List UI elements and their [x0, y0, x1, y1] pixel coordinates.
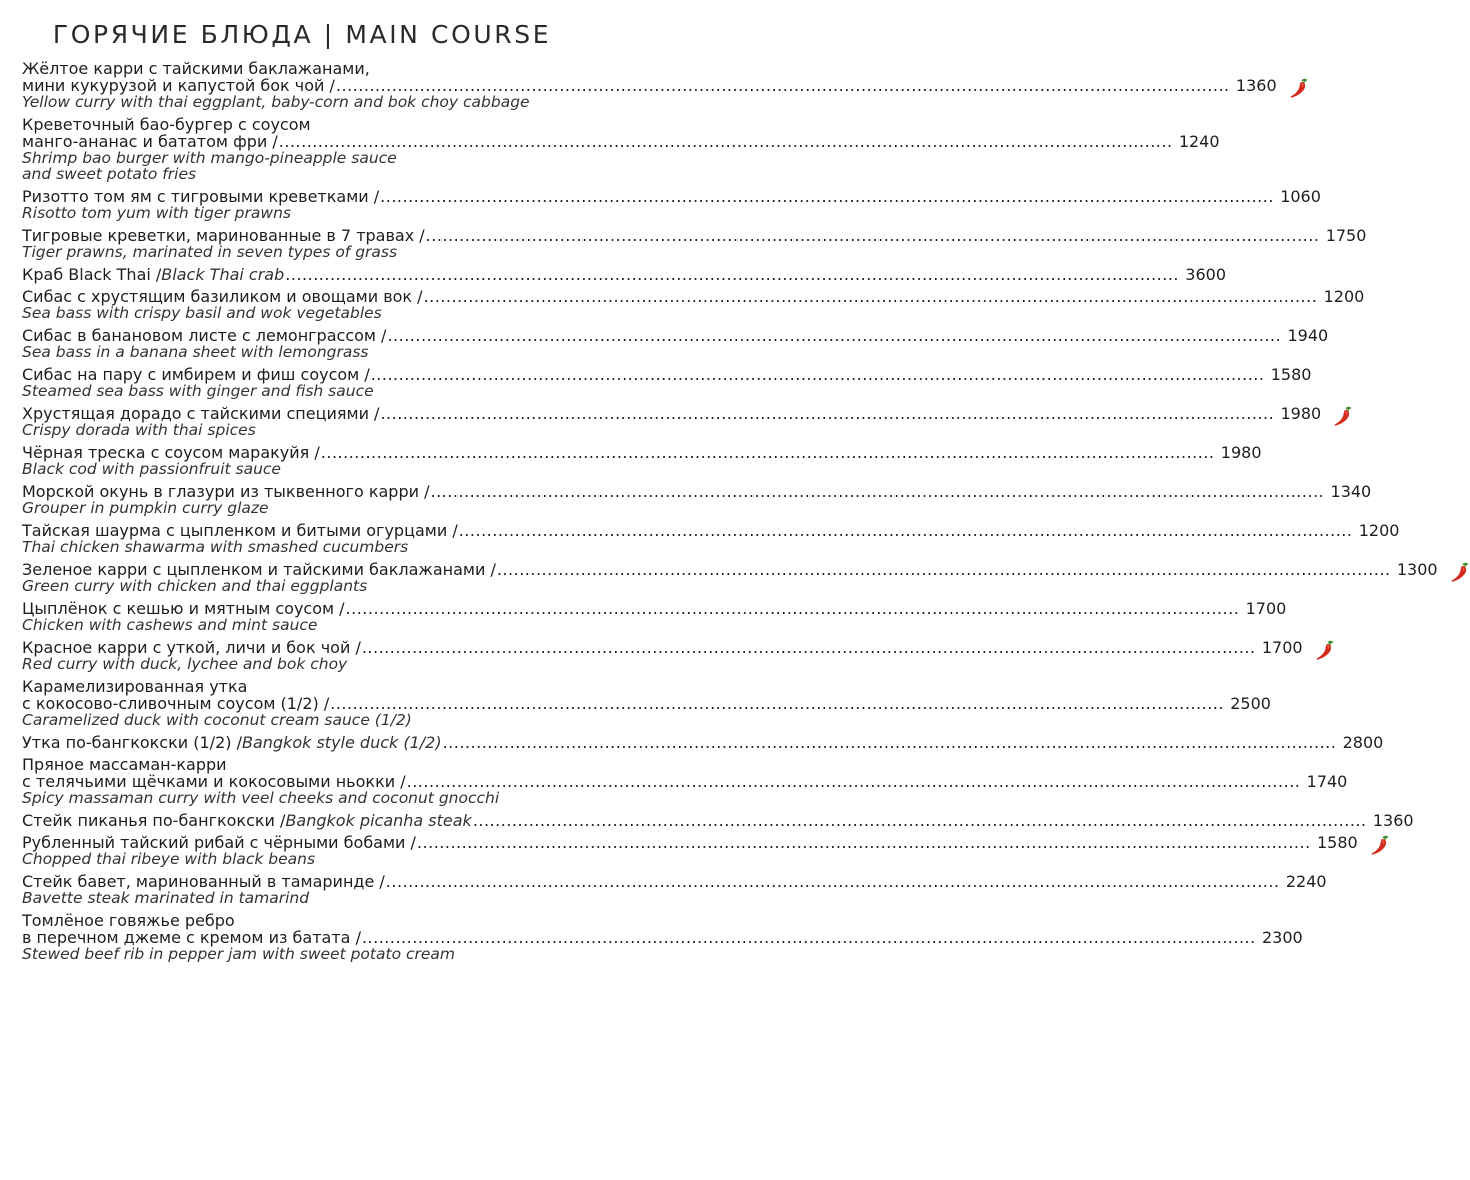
menu-item — [22, 226, 1367, 261]
dot-leader: ................................................................................................................................................................ — [430, 482, 1325, 501]
dot-leader: ................................................................................................................................................................ — [361, 928, 1256, 947]
dish-name: Тигровые креветки, маринованные в 7 травах / — [22, 226, 425, 245]
dish-name: Тайская шаурма с цыпленком и битыми огурцами / — [22, 521, 458, 540]
dish-price-row — [22, 560, 1438, 579]
dot-leader: ................................................................................................................................................................ — [458, 521, 1353, 540]
dish-price-row — [22, 733, 1384, 752]
dot-leader: ................................................................................................................................................................ — [345, 599, 1240, 618]
dish-name: Морской окунь в глазури из тыквенного карри / — [22, 482, 430, 501]
dish-name: Сибас с хрустящим базиликом и овощами вок / — [22, 287, 423, 306]
dish-price: 1240 — [1178, 132, 1220, 151]
dish-price: 1200 — [1323, 287, 1365, 306]
dot-leader: ................................................................................................................................................................ — [370, 365, 1265, 384]
dot-leader: ................................................................................................................................................................ — [406, 772, 1301, 791]
dish-description-en: Grouper in pumpkin curry glaze — [22, 499, 269, 517]
dish-price-row — [22, 365, 1312, 384]
chili-pepper-icon — [1287, 77, 1309, 99]
menu-item — [22, 521, 1400, 556]
dish-price-row — [22, 443, 1262, 462]
dish-price: 1750 — [1325, 226, 1367, 245]
dish-name: Красное карри с уткой, личи и бок чой / — [22, 638, 361, 657]
dish-price-row — [22, 928, 1303, 947]
dot-leader: ................................................................................................................................................................ — [285, 265, 1180, 284]
menu-item — [22, 911, 1303, 963]
dish-price-row — [22, 811, 1414, 830]
dish-description-en: Chopped thai ribeye with black beans — [22, 850, 316, 868]
menu-item — [22, 560, 1438, 595]
dish-price-row — [22, 482, 1372, 501]
dish-description-en: Spicy massaman curry with veel cheeks and coconut gnocchi — [22, 789, 500, 807]
dish-price: 1200 — [1358, 521, 1400, 540]
dish-price: 1740 — [1306, 772, 1348, 791]
dot-leader: ................................................................................................................................................................ — [330, 694, 1224, 713]
dish-name: манго-ананас и бататом фри / — [22, 132, 278, 151]
dish-name-line1: Карамелизированная утка — [22, 677, 248, 696]
menu-item — [22, 59, 1277, 111]
dish-description-en: Stewed beef rib in pepper jam with sweet potato cream — [22, 945, 456, 963]
dot-leader: ................................................................................................................................................................ — [496, 560, 1391, 579]
dot-leader: ................................................................................................................................................................ — [361, 638, 1256, 657]
dish-price: 1980 — [1220, 443, 1262, 462]
menu-item — [22, 265, 1227, 284]
menu-item — [22, 872, 1327, 907]
dish-name-line1: Жёлтое карри с тайскими баклажанами, — [22, 59, 370, 78]
dish-description-en: Green curry with chicken and thai eggplants — [22, 577, 368, 595]
menu-item — [22, 287, 1365, 322]
dish-name-line1: Пряное массаман-карри — [22, 755, 227, 774]
chili-pepper-icon — [1331, 405, 1353, 427]
dish-name-en: Bangkok style duck (1/2) — [241, 733, 442, 752]
dish-price: 3600 — [1185, 265, 1227, 284]
dish-price: 1300 — [1396, 560, 1438, 579]
dish-price-row — [22, 694, 1271, 713]
menu-item — [22, 677, 1271, 729]
dish-price-row — [22, 638, 1303, 657]
dish-price-row — [22, 326, 1329, 345]
dish-name-line1: Креветочный бао-бургер с соусом — [22, 115, 311, 134]
dot-leader: ................................................................................................................................................................ — [385, 872, 1280, 891]
dish-name: Рубленный тайский рибай с чёрными бобами / — [22, 833, 416, 852]
dish-description-en: Thai chicken shawarma with smashed cucumbers — [22, 538, 409, 556]
dish-name-line1: Томлёное говяжье ребро — [22, 911, 235, 930]
dish-price: 1980 — [1280, 404, 1322, 423]
dish-description-en: Sea bass in a banana sheet with lemongrass — [22, 343, 369, 361]
dish-price: 1060 — [1280, 187, 1321, 206]
dot-leader: ................................................................................................................................................................ — [416, 833, 1311, 852]
dish-price-row — [22, 872, 1327, 891]
dot-leader: ................................................................................................................................................................ — [442, 733, 1337, 752]
dish-price-row — [22, 772, 1348, 791]
dish-name: в перечном джеме с кремом из батата / — [22, 928, 361, 947]
dot-leader: ................................................................................................................................................................ — [387, 326, 1282, 345]
dish-name: Стейк бавет, маринованный в тамаринде / — [22, 872, 385, 891]
dot-leader: ................................................................................................................................................................ — [380, 404, 1275, 423]
dot-leader: ................................................................................................................................................................ — [423, 287, 1318, 306]
dish-description-en: Red curry with duck, lychee and bok choy — [22, 655, 348, 673]
chili-pepper-icon — [1448, 561, 1470, 583]
menu-item — [22, 599, 1287, 634]
dish-name: Зеленое карри с цыпленком и тайскими баклажанами / — [22, 560, 496, 579]
dish-name-en: Black Thai crab — [161, 265, 285, 284]
dot-leader: ................................................................................................................................................................ — [335, 76, 1230, 95]
dish-name: Ризотто том ям с тигровыми креветками / — [22, 187, 380, 206]
dish-name: Стейк пиканья по-бангкокски / — [22, 811, 286, 830]
dish-name: Чёрная треска с соусом маракуйя / — [22, 443, 320, 462]
dish-name: Сибас в банановом листе с лемонграссом / — [22, 326, 387, 345]
dish-description-en: Black cod with passionfruit sauce — [22, 460, 281, 478]
menu-item — [22, 187, 1321, 222]
dish-price-row — [22, 132, 1220, 151]
menu-item — [22, 811, 1414, 830]
dot-leader: ................................................................................................................................................................ — [425, 226, 1320, 245]
dish-description-en: Shrimp bao burger with mango-pineapple sauce — [22, 149, 397, 167]
dish-description-en: Crispy dorada with thai spices — [22, 421, 256, 439]
dish-price-row — [22, 187, 1321, 206]
dish-name: мини кукурузой и капустой бок чой / — [22, 76, 335, 95]
dish-price-row — [22, 226, 1367, 245]
dish-price: 1580 — [1316, 833, 1358, 852]
dish-price: 1580 — [1270, 365, 1312, 384]
dish-description-en: and sweet potato fries — [22, 165, 197, 183]
dish-price: 1360 — [1372, 811, 1414, 830]
dish-price: 1700 — [1261, 638, 1303, 657]
dish-name: Цыплёнок с кешью и мятным соусом / — [22, 599, 345, 618]
dish-description-en: Chicken with cashews and mint sauce — [22, 616, 318, 634]
menu-item — [22, 482, 1372, 517]
menu-item — [22, 638, 1303, 673]
dot-leader: ................................................................................................................................................................ — [380, 187, 1274, 206]
dish-price-row — [22, 404, 1322, 423]
dot-leader: ................................................................................................................................................................ — [320, 443, 1215, 462]
dish-name: Хрустящая дорадо с тайскими специями / — [22, 404, 380, 423]
page-title: ГОРЯЧИЕ БЛЮДА | MAIN COURSE — [52, 20, 552, 49]
dish-description-en: Sea bass with crispy basil and wok vegetables — [22, 304, 382, 322]
dish-price: 2500 — [1230, 694, 1271, 713]
dish-price-row — [22, 599, 1287, 618]
dish-description-en: Steamed sea bass with ginger and fish sauce — [22, 382, 374, 400]
dot-leader: ................................................................................................................................................................ — [278, 132, 1173, 151]
dish-name: с телячьими щёчками и кокосовыми ньокки / — [22, 772, 406, 791]
dot-leader: ................................................................................................................................................................ — [472, 811, 1367, 830]
chili-pepper-icon — [1368, 834, 1390, 856]
dish-name: Краб Black Thai / — [22, 265, 162, 284]
menu-item — [22, 365, 1312, 400]
dish-name: Утка по-бангкокски (1/2) / — [22, 733, 242, 752]
dish-price: 2800 — [1342, 733, 1384, 752]
dish-price-row — [22, 265, 1227, 284]
dish-description-en: Bavette steak marinated in tamarind — [22, 889, 310, 907]
menu-item — [22, 833, 1358, 868]
menu-list — [22, 59, 1438, 968]
dish-price-row — [22, 76, 1277, 95]
menu-item — [22, 115, 1220, 183]
dish-description-en: Tiger prawns, marinated in seven types of grass — [22, 243, 398, 261]
dish-description-en: Risotto tom yum with tiger prawns — [22, 204, 291, 222]
dish-price-row — [22, 521, 1400, 540]
chili-pepper-icon — [1313, 639, 1335, 661]
dish-price: 1700 — [1245, 599, 1287, 618]
dish-price: 2300 — [1261, 928, 1303, 947]
menu-item — [22, 326, 1329, 361]
dish-price: 2240 — [1285, 872, 1327, 891]
dish-description-en: Caramelized duck with coconut cream sauce (1/2) — [22, 711, 412, 729]
dish-price-row — [22, 833, 1358, 852]
dish-price-row — [22, 287, 1365, 306]
dish-name: Сибас на пару с имбирем и фиш соусом / — [22, 365, 370, 384]
dish-price: 1360 — [1235, 76, 1277, 95]
dish-price: 1340 — [1330, 482, 1372, 501]
menu-item — [22, 404, 1322, 439]
menu-item — [22, 733, 1384, 752]
dish-description-en: Yellow curry with thai eggplant, baby-corn and bok choy cabbage — [22, 93, 530, 111]
dish-price: 1940 — [1287, 326, 1329, 345]
dish-name-en: Bangkok picanha steak — [285, 811, 472, 830]
menu-item — [22, 755, 1348, 807]
menu-item — [22, 443, 1262, 478]
dish-name: с кокосово-сливочным соусом (1/2) / — [22, 694, 330, 713]
